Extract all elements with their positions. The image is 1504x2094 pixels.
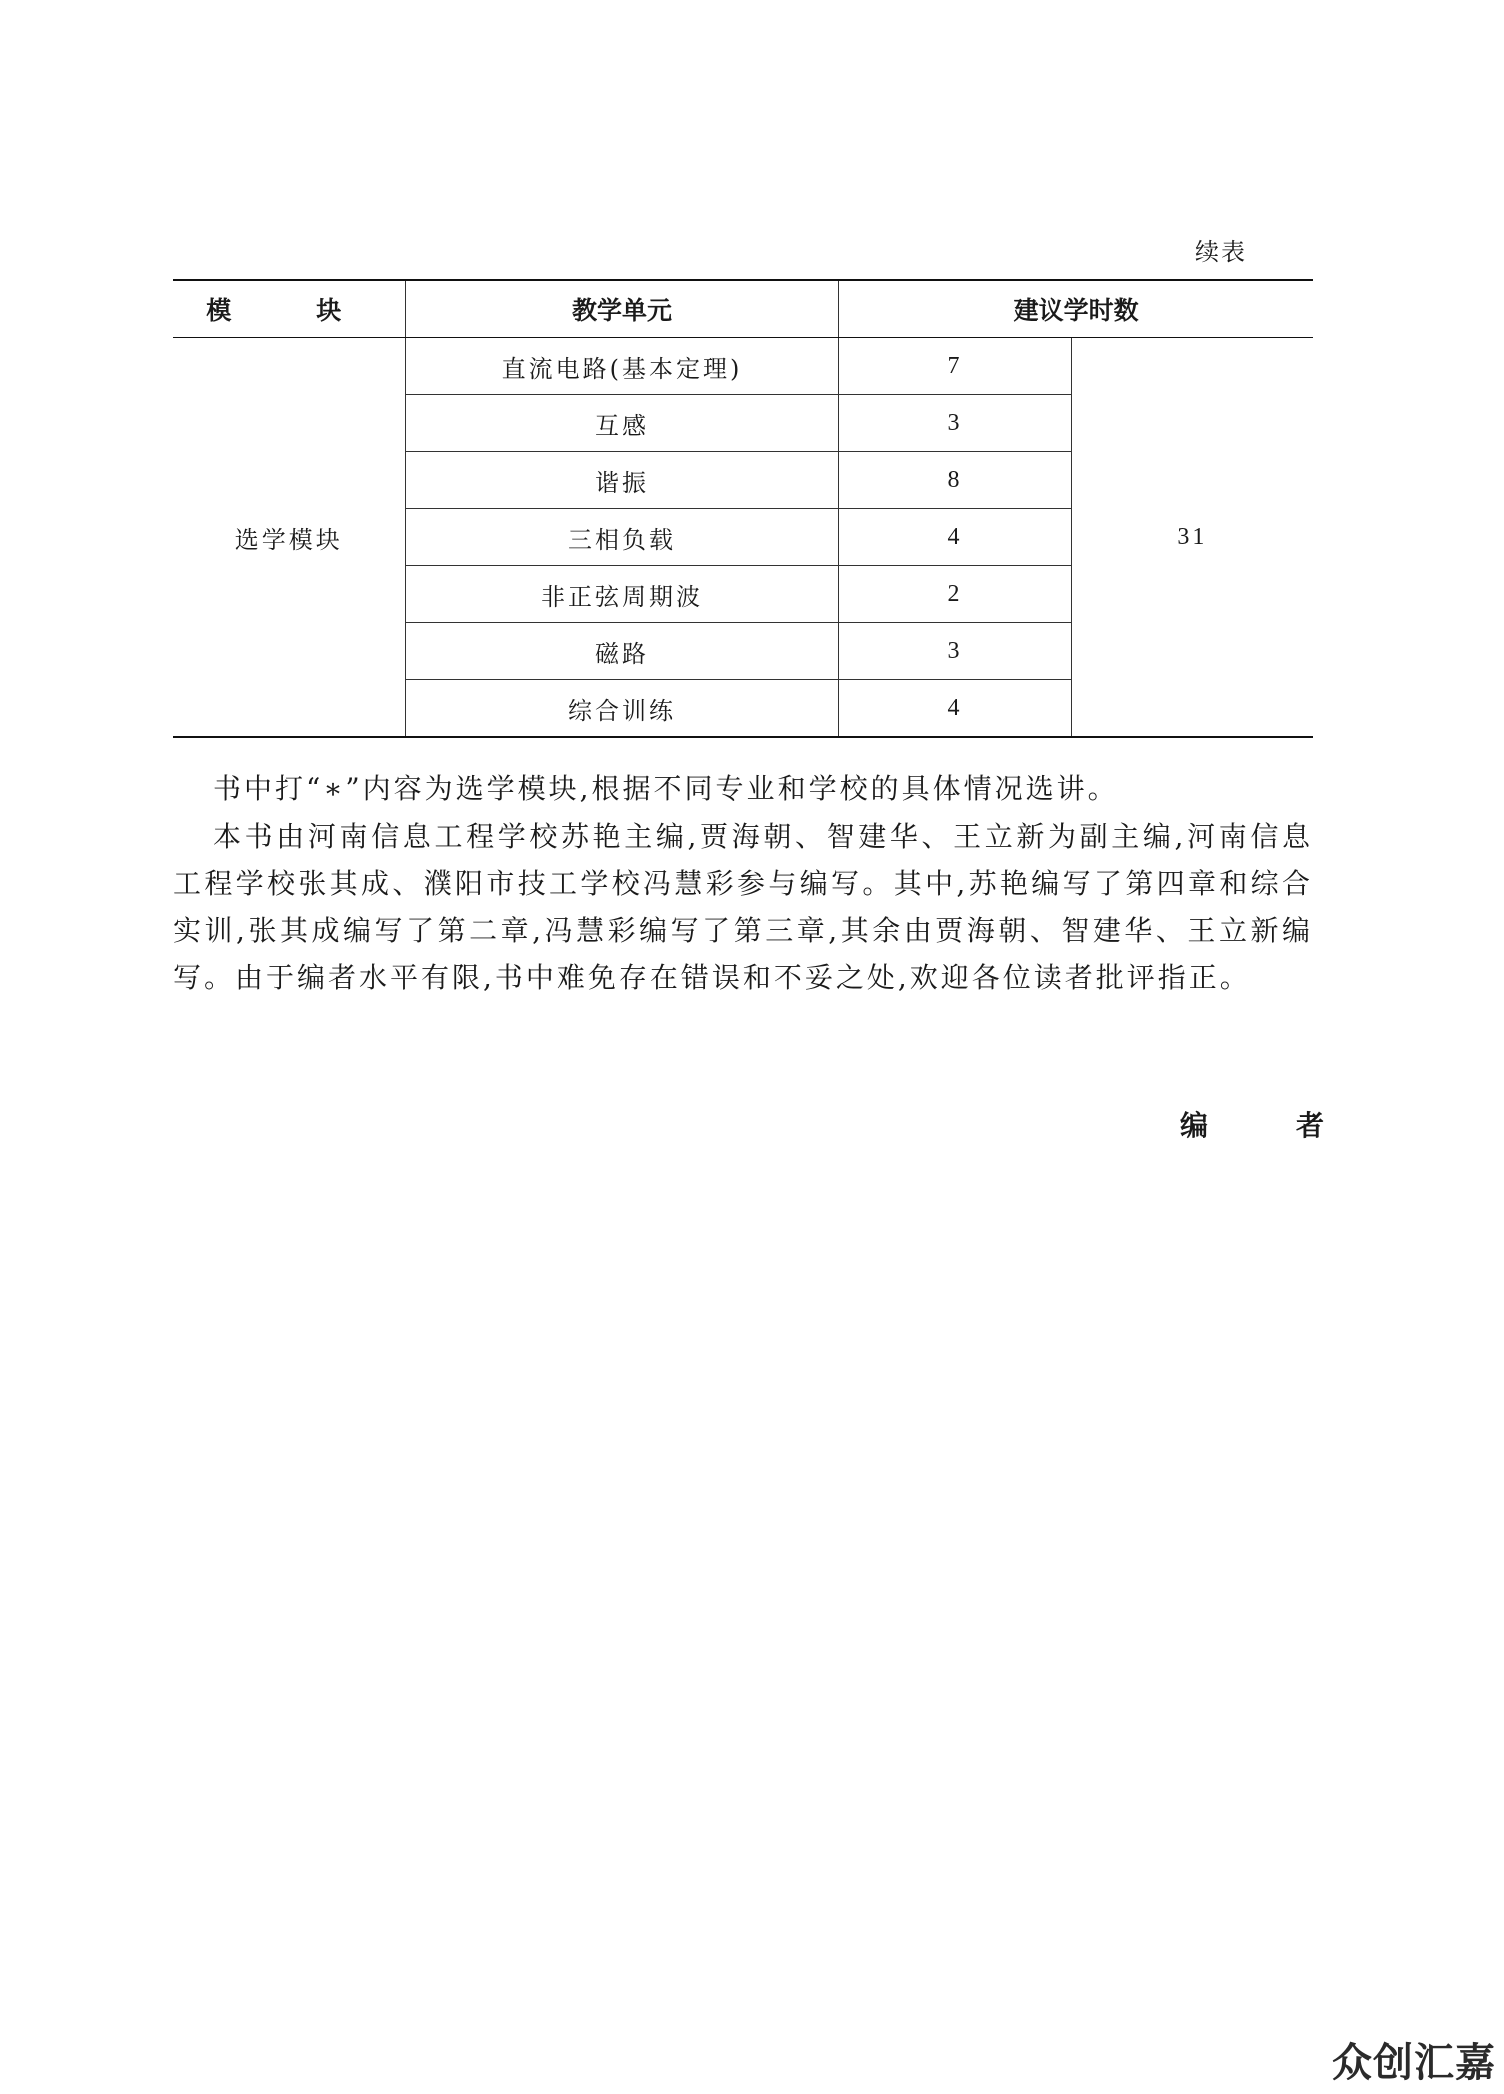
- header-module: 模 块: [173, 280, 405, 338]
- paragraph-optional-modules: 书中打“∗”内容为选学模块,根据不同专业和学校的具体情况选讲。: [213, 772, 1119, 805]
- unit-cell: 非正弦周期波: [405, 566, 839, 623]
- continued-table-label: 续表: [1195, 238, 1247, 266]
- paragraph-authors: 本书由河南信息工程学校苏艳主编,贾海朝、智建华、王立新为副主编,河南信息工程学校张其成、濮阳市技工学校冯慧彩参与编写。其中,苏艳编写了第四章和综合实训,张其成编写了第二章,冯慧彩编写了第三章,其余由贾海朝、智建华、王立新编写。由于编者水平有限,书中难免存在错误和不妥之处,欢迎各位读者批评指正。: [173, 820, 1313, 994]
- hours-cell: 4: [839, 680, 1071, 738]
- hours-cell: 2: [839, 566, 1071, 623]
- table-header-row: [173, 280, 1313, 338]
- unit-cell: 互感: [405, 395, 839, 452]
- watermark-logo: 众创汇嘉: [1332, 2040, 1496, 2086]
- hours-cell: 3: [839, 623, 1071, 680]
- unit-cell: 综合训练: [405, 680, 839, 738]
- total-hours-cell: 31: [1071, 338, 1313, 738]
- study-hours-table: [173, 279, 1313, 738]
- unit-cell: 磁路: [405, 623, 839, 680]
- header-suggested-hours: 建议学时数: [839, 280, 1313, 338]
- table-row: [173, 338, 1313, 395]
- hours-cell: 7: [839, 338, 1071, 395]
- hours-cell: 8: [839, 452, 1071, 509]
- editor-signature: 编 者: [1180, 1109, 1355, 1142]
- unit-cell: 三相负载: [405, 509, 839, 566]
- hours-cell: 4: [839, 509, 1071, 566]
- unit-cell: 直流电路(基本定理): [405, 338, 839, 395]
- unit-cell: 谐振: [405, 452, 839, 509]
- header-teaching-unit: 教学单元: [405, 280, 839, 338]
- group-module-cell: 选学模块: [173, 338, 405, 738]
- hours-cell: 3: [839, 395, 1071, 452]
